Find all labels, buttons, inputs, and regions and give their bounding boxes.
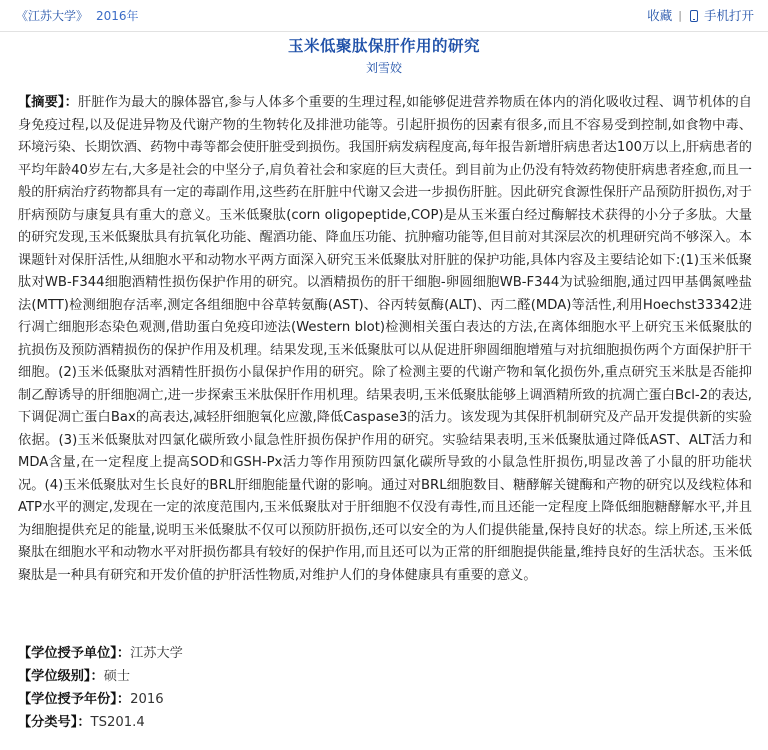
degree-level-label: 【学位级别】： [18, 669, 104, 684]
degree-level-value: 硕士 [103, 669, 131, 684]
degree-unit-label: 【学位授予单位】： [18, 646, 131, 661]
favorite-button[interactable]: 收藏 [647, 8, 673, 23]
abstract-label: 【摘要】： [18, 95, 78, 110]
degree-year-label: 【学位授予年份】： [18, 692, 131, 707]
top-bar [0, 0, 768, 32]
abstract [18, 92, 752, 587]
meta-classification [18, 713, 752, 733]
article-author[interactable]: 刘雪姣 [365, 61, 402, 75]
journal-source[interactable] [16, 8, 139, 24]
separator: | [678, 9, 682, 22]
degree-unit-value[interactable]: 江苏大学 [130, 646, 183, 661]
meta-degree-unit [18, 644, 752, 664]
abstract-text: 肝脏作为最大的腺体器官,参与人体多个重要的生理过程,如能够促进营养物质在体内的消化吸收过程、调节机体的自身免疫过程,以及促进异物及代谢产物的生物转化及排泄功能等。引起肝损伤的因素有很多,而且不容易受到控制,如食物中毒、环境污染、长期饮酒、药物中毒等都会使肝脏受到损伤。我国肝病发病程度高,每年报告新增肝病患者达100万以上,肝病患者的平均年龄40岁左右,大多是社会的中坚分子,肩负着社会和家庭的巨大责任。到目前为止仍没有特效药物使肝病患者痊愈,而且一般的肝病治疗药物都具有一定的毒副作用,这些药在肝脏中代谢又会进一步损伤肝脏。因此研究食源性保肝产品预防肝损伤,对于肝病预防与康复具有重大的意义。玉米低聚肽(corn oligopeptide,COP)是从玉米蛋白经过酶解技术获得的小分子多肽。大量的研究发现,玉米低聚肽具有抗氧化功能、醒酒功能、降血压功能、抗肿瘤功能等,但目前对其深层次的机理研究尚不够深入。本课题针对保肝活性,从细胞水平和动物水平两方面深入研究玉米低聚肽对肝脏的保护功能,具体内容及主要结论如下:(1)玉米低聚肽对WB-F344细胞酒精性损伤保护作用的研究。以酒精损伤的肝干细胞-卵圆细胞WB-F344为试验细胞,通过四甲基偶氮唑盐法(MTT)检测细胞存活率,测定各组细胞中谷草转氨酶(AST)、谷丙转氨酶(ALT)、丙二醛(MDA)等活性,利用Hoechst33342进行凋亡细胞形态染色观测,借助蛋白免疫印迹法(Western blot)检测相关蛋白表达的方法,在离体细胞水平上研究玉米低聚肽的抗损伤及预防酒精损伤的保护作用及机理。结果发现,玉米低聚肽可以从促进肝卵圆细胞增殖与对抗细胞损伤两个方面保护肝干细胞。(2)玉米低聚肽对酒精性肝损伤小鼠保护作用的研究。除了检测主要的代谢产物和氧化损伤外,重点研究玉米肽是否能抑制乙醇诱导的肝细胞凋亡,进一步探索玉米肽保肝作用机理。结果表明,玉米低聚肽能够上调酒精所致的抗凋亡蛋白Bcl-2的表达,下调促凋亡蛋白Bax的高表达,减轻肝细胞氧化应激,降低Caspase3的活力。该发现为其保肝机制研究及产品开发提供新的实验依据。(3)玉米低聚肽对四氯化碳所致小鼠急性肝损伤保护作用的研究。实验结果表明,玉米低聚肽通过降低AST、ALT活力和MDA含量,在一定程度上提高SOD和GSH-Px活力等作用预防四氯化碳所导致的小鼠急性肝损伤,明显改善了小鼠的肝功能状况。(4)玉米低聚肽对生长良好的BRL肝细胞能量代谢的影响。通过对BRL细胞数目、糖酵解关键酶和产物的研究以及线粒体和ATP水平的测定,发现在一定的浓度范围内,玉米低聚肽对于肝细胞不仅没有毒性,而且还能一定程度上降低细胞糖酵解水平,并且为细胞提供充足的能量,说明玉米低聚肽不仅可以预防肝损伤,还可以安全的为人们提供能量,保持良好的状态。综上所述,玉米低聚肽在细胞水平和动物水平对肝损伤都具有较好的保护作用,而且还可以为正常的肝细胞提供能量,维持良好的生活状态。玉米低聚肽是一种具有研究和开发价值的护肝活性物质,对维护人们的身体健康具有重要的意义。 [18, 95, 752, 583]
source-name[interactable]: 《江苏大学》 [16, 9, 89, 23]
classification-label: 【分类号】： [18, 715, 91, 730]
source-year: 2016年 [96, 9, 139, 23]
classification-value: TS201.4 [90, 715, 145, 730]
meta-degree-year [18, 690, 752, 710]
meta-degree-level [18, 667, 752, 687]
header-actions [647, 7, 754, 24]
phone-icon[interactable] [690, 10, 698, 22]
degree-year-value: 2016 [130, 692, 164, 707]
mobile-open-button[interactable]: 手机打开 [703, 8, 754, 23]
article-title: 玉米低聚肽保肝作用的研究 [287, 36, 480, 55]
